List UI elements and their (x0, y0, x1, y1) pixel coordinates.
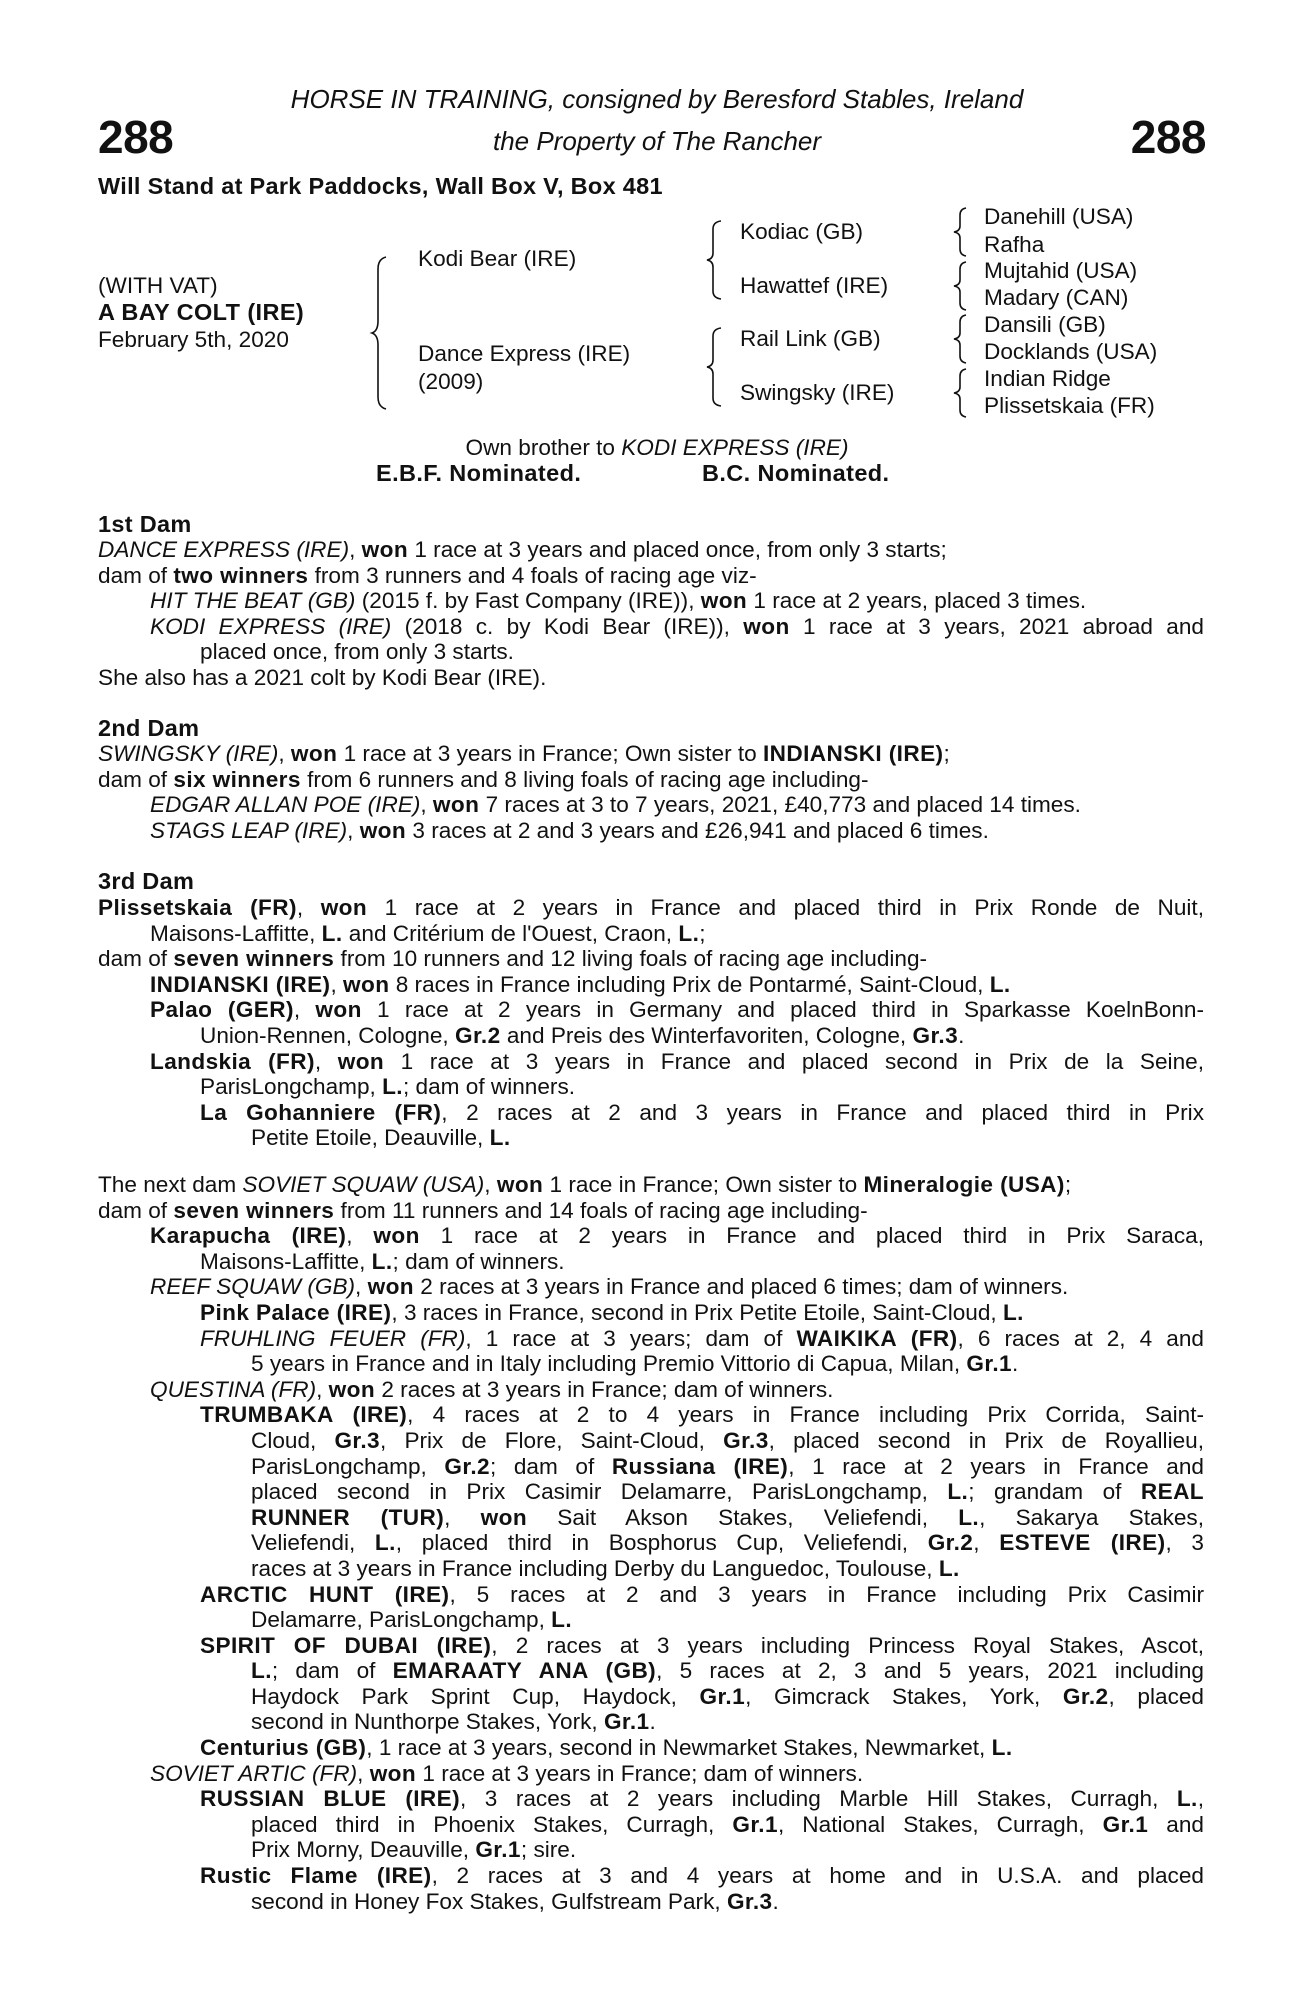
text-line: Maisons-Laffitte, L.; dam of winners. (200, 1248, 565, 1274)
text-line: dam of seven winners from 10 runners and 12 living foals of racing age including- (98, 946, 928, 972)
text-line: dam of six winners from 6 runners and 8 living foals of racing age including- (98, 766, 869, 792)
text-line: STAGS LEAP (IRE), won 3 races at 2 and 3 years and £26,941 and placed 6 times. (150, 817, 989, 843)
subject-brace (372, 255, 392, 411)
text-line: La Gohanniere (FR), 2 races at 2 and 3 years in France and placed third in Prix (200, 1099, 1204, 1125)
dam-sire-sire: Dansili (GB) (984, 312, 1106, 337)
text-line: EDGAR ALLAN POE (IRE), won 7 races at 3 to 7 years, 2021, £40,773 and placed 14 times. (150, 792, 1081, 818)
first-dam-text (98, 537, 1204, 691)
dam-dam: Swingsky (IRE) (740, 380, 895, 405)
gen3-brace-3 (954, 313, 970, 365)
third-dam-text (98, 895, 1204, 1151)
text-line: dam of two winners from 3 runners and 4 foals of racing age viz- (98, 562, 757, 588)
subject-name: A BAY COLT (IRE) (98, 299, 305, 325)
sire-dam-dam: Madary (CAN) (984, 285, 1129, 310)
text-line: SPIRIT OF DUBAI (IRE), 2 races at 3 years including Princess Royal Stakes, Ascot, (200, 1632, 1204, 1658)
text-line: Haydock Park Sprint Cup, Haydock, Gr.1, Gimcrack Stakes, York, Gr.2, placed (251, 1683, 1204, 1709)
text-line: second in Honey Fox Stakes, Gulfstream Park, Gr.3. (251, 1888, 779, 1914)
text-line: SWINGSKY (IRE), won 1 race at 3 years in France; Own sister to INDIANSKI (IRE); (98, 741, 950, 766)
gen3-brace-2 (954, 260, 970, 312)
text-line: races at 3 years in France including Derby du Languedoc, Toulouse, L. (251, 1555, 960, 1581)
gen3-brace-1 (954, 206, 970, 258)
text-line: L.; dam of EMARAATY ANA (GB), 5 races at 2, 3 and 5 years, 2021 including (251, 1658, 1204, 1684)
bc-nomination: B.C. Nominated. (702, 460, 890, 486)
text-line: ParisLongchamp, L.; dam of winners. (200, 1074, 576, 1100)
text-line: Delamarre, ParisLongchamp, L. (251, 1607, 573, 1633)
next-dam-text (98, 1172, 1204, 1914)
text-line: Pink Palace (IRE), 3 races in France, second in Prix Petite Etoile, Saint-Cloud, L. (200, 1299, 1024, 1325)
first-dam-heading: 1st Dam (98, 511, 192, 537)
text-line: second in Nunthorpe Stakes, York, Gr.1. (251, 1709, 656, 1735)
text-line: SOVIET ARTIC (FR), won 1 race at 3 years in France; dam of winners. (150, 1760, 864, 1786)
text-line: She also has a 2021 colt by Kodi Bear (IRE). (98, 664, 547, 690)
sire-dam: Hawattef (IRE) (740, 273, 889, 298)
dam-sire-dam: Docklands (USA) (984, 339, 1158, 364)
dam-dam-dam: Plissetskaia (FR) (984, 393, 1155, 418)
dam-brace (707, 326, 725, 408)
text-line: Rustic Flame (IRE), 2 races at 3 and 4 years at home and in U.S.A. and placed (200, 1863, 1204, 1889)
stand-location: Will Stand at Park Paddocks, Wall Box V, Box 481 (98, 173, 663, 199)
sire-sire-dam: Rafha (984, 232, 1045, 257)
vat-note: (WITH VAT) (98, 273, 218, 298)
third-dam-heading: 3rd Dam (98, 868, 195, 894)
text-line: Petite Etoile, Deauville, L. (251, 1125, 511, 1151)
text-line: Plissetskaia (FR), won 1 race at 2 years in France and placed third in Prix Ronde de Nuit, (98, 895, 1204, 920)
sire-dam-sire: Mujtahid (USA) (984, 258, 1138, 283)
text-line: RUNNER (TUR), won Sait Akson Stakes, Veliefendi, L., Sakarya Stakes, (251, 1504, 1205, 1530)
sire-sire: Kodiac (GB) (740, 219, 864, 244)
text-line: dam of seven winners from 11 runners and 14 foals of racing age including- (98, 1197, 868, 1223)
property-line: the Property of The Rancher (492, 126, 822, 156)
text-line: The next dam SOVIET SQUAW (USA), won 1 race in France; Own sister to Mineralogie (USA); (98, 1172, 1072, 1197)
text-line: Union-Rennen, Cologne, Gr.2 and Preis des Winterfavoriten, Cologne, Gr.3. (200, 1022, 965, 1048)
ebf-nomination: E.B.F. Nominated. (376, 460, 582, 486)
consignor-line: HORSE IN TRAINING, consigned by Beresford Stables, Ireland (290, 84, 1024, 114)
text-line: INDIANSKI (IRE), won 8 races in France including Prix de Pontarmé, Saint-Cloud, L. (150, 971, 1011, 997)
text-line: placed third in Phoenix Stakes, Curragh, Gr.1, National Stakes, Curragh, Gr.1 and (251, 1811, 1204, 1837)
text-line: ARCTIC HUNT (IRE), 5 races at 2 and 3 years in France including Prix Casimir (200, 1581, 1204, 1607)
text-line: HIT THE BEAT (GB) (2015 f. by Fast Company (IRE)), won 1 race at 2 years, placed 3 times. (150, 588, 1087, 614)
lot-number-left: 288 (98, 111, 174, 163)
text-line: KODI EXPRESS (IRE) (2018 c. by Kodi Bear (IRE)), won 1 race at 3 years, 2021 abroad and (150, 613, 1204, 639)
sire-brace (707, 219, 725, 301)
dam-dam-sire: Indian Ridge (984, 366, 1111, 391)
text-line: Cloud, Gr.3, Prix de Flore, Saint-Cloud, Gr.3, placed second in Prix de Royallieu, (251, 1427, 1205, 1453)
text-line: placed once, from only 3 starts. (200, 639, 514, 665)
own-brother-note: Own brother to KODI EXPRESS (IRE) (465, 435, 849, 460)
text-line: placed second in Prix Casimir Delamarre, ParisLongchamp, L.; grandam of REAL (251, 1479, 1204, 1505)
gen3-brace-4 (954, 367, 970, 419)
text-line: TRUMBAKA (IRE), 4 races at 2 to 4 years in France including Prix Corrida, Saint- (200, 1402, 1204, 1428)
foaling-date: February 5th, 2020 (98, 327, 289, 352)
dam-year: (2009) (418, 369, 484, 394)
dam: Dance Express (IRE) (418, 341, 631, 366)
second-dam-heading: 2nd Dam (98, 715, 200, 741)
text-line: Maisons-Laffitte, L. and Critérium de l'Ouest, Craon, L.; (150, 920, 706, 946)
sire: Kodi Bear (IRE) (418, 246, 577, 271)
text-line: Prix Morny, Deauville, Gr.1; sire. (251, 1837, 577, 1863)
sire-sire-sire: Danehill (USA) (984, 204, 1134, 229)
text-line: ParisLongchamp, Gr.2; dam of Russiana (IRE), 1 race at 2 years in France and (251, 1453, 1204, 1479)
text-line: Veliefendi, L., placed third in Bosphorus Cup, Veliefendi, Gr.2, ESTEVE (IRE), 3 (251, 1530, 1204, 1556)
text-line: RUSSIAN BLUE (IRE), 3 races at 2 years including Marble Hill Stakes, Curragh, L., (200, 1786, 1205, 1812)
text-line: 5 years in France and in Italy including Premio Vittorio di Capua, Milan, Gr.1. (251, 1351, 1019, 1377)
text-line: DANCE EXPRESS (IRE), won 1 race at 3 years and placed once, from only 3 starts; (98, 537, 947, 562)
text-line: Landskia (FR), won 1 race at 3 years in France and placed second in Prix de la Seine, (150, 1048, 1204, 1074)
dam-sire: Rail Link (GB) (740, 326, 881, 351)
second-dam-text (98, 741, 1204, 843)
text-line: Karapucha (IRE), won 1 race at 2 years in France and placed third in Prix Saraca, (150, 1223, 1204, 1249)
text-line: QUESTINA (FR), won 2 races at 3 years in France; dam of winners. (150, 1376, 834, 1402)
text-line: Centurius (GB), 1 race at 3 years, second in Newmarket Stakes, Newmarket, L. (200, 1735, 1013, 1761)
text-line: FRUHLING FEUER (FR), 1 race at 3 years; dam of WAIKIKA (FR), 6 races at 2, 4 and (200, 1325, 1204, 1351)
text-line: Palao (GER), won 1 race at 2 years in Germany and placed third in Sparkasse KoelnBonn- (150, 997, 1204, 1023)
lot-number-right: 288 (1130, 111, 1206, 163)
text-line: REEF SQUAW (GB), won 2 races at 3 years in France and placed 6 times; dam of winners. (150, 1274, 1069, 1300)
